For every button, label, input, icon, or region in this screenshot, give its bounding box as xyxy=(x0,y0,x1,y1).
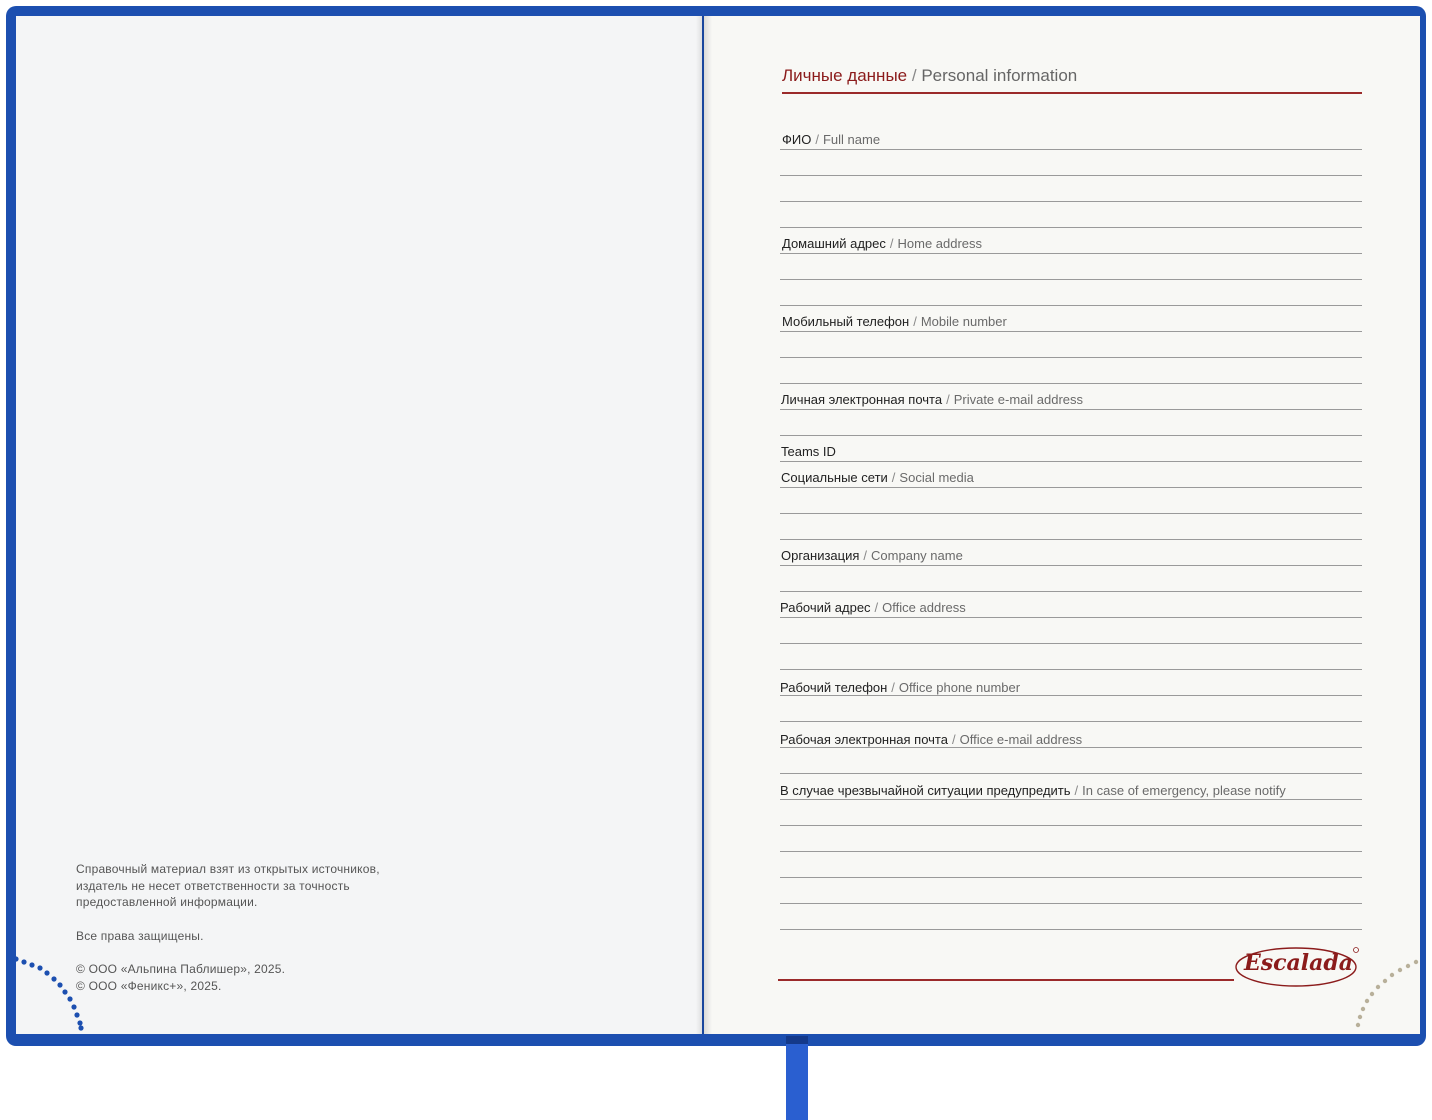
field-label-ru: Организация xyxy=(781,548,860,563)
field-label-ru: Домашний адрес xyxy=(782,236,886,251)
title-separator: / xyxy=(911,66,917,85)
field-label-ru: Социальные сети xyxy=(781,470,888,485)
ruled-line xyxy=(780,149,1362,150)
ruled-line xyxy=(780,201,1362,202)
ruled-line xyxy=(780,435,1362,436)
field-label-ru: Рабочая электронная почта xyxy=(780,732,948,747)
ruled-line xyxy=(780,461,1362,462)
title-underline xyxy=(782,92,1362,94)
field-separator: / xyxy=(863,548,868,563)
ruled-line xyxy=(780,357,1362,358)
ruled-line xyxy=(780,253,1362,254)
ruled-line xyxy=(780,773,1362,774)
field-teams-id xyxy=(781,444,836,459)
ruled-line xyxy=(780,227,1362,228)
copyright-line: © ООО «Феникс+», 2025. xyxy=(76,978,222,993)
field-full-name xyxy=(782,132,880,147)
field-office-phone xyxy=(780,680,1020,695)
ruled-line xyxy=(780,513,1362,514)
ruled-line xyxy=(780,539,1362,540)
field-label-en: In case of emergency, please notify xyxy=(1082,783,1286,798)
field-label-en: Mobile number xyxy=(920,314,1007,329)
copyright-line: © ООО «Альпина Паблишер», 2025. xyxy=(76,962,286,976)
field-separator: / xyxy=(913,314,917,329)
disclaimer-line: издатель не несет ответственности за точность xyxy=(76,878,350,893)
field-separator: / xyxy=(891,470,896,485)
ruled-line xyxy=(780,825,1362,826)
field-label-en: Social media xyxy=(899,470,974,485)
field-label-ru: Мобильный телефон xyxy=(782,314,910,329)
ruled-line xyxy=(780,487,1362,488)
field-home-address xyxy=(782,236,982,251)
title-en: Personal information xyxy=(921,66,1078,85)
field-label-ru: Teams ID xyxy=(781,444,836,459)
title-ru: Личные данные xyxy=(782,66,908,85)
ruled-line xyxy=(780,669,1362,670)
disclaimer-line: Справочный материал взят из открытых источников, xyxy=(76,862,380,876)
ruled-line xyxy=(780,565,1362,566)
field-office-email xyxy=(780,732,1082,747)
ruled-line xyxy=(780,721,1362,722)
field-separator: / xyxy=(1074,783,1079,798)
rights-notice: Все права защищены. xyxy=(76,928,204,943)
field-label-en: Company name xyxy=(871,548,963,563)
field-label-ru: Личная электронная почта xyxy=(781,392,943,407)
ruled-line xyxy=(780,643,1362,644)
ruled-line xyxy=(780,331,1362,332)
ruled-line xyxy=(780,747,1362,748)
field-separator: / xyxy=(815,132,819,147)
ruled-line xyxy=(780,695,1362,696)
ruled-line xyxy=(780,929,1362,930)
ruled-line xyxy=(780,279,1362,280)
ruled-line xyxy=(780,799,1362,800)
field-label-en: Office phone number xyxy=(898,680,1021,695)
ruled-line xyxy=(780,409,1362,410)
field-label-en: Private e-mail address xyxy=(953,392,1084,407)
field-separator: / xyxy=(874,600,879,615)
field-company-name xyxy=(781,548,963,563)
publisher-note xyxy=(76,861,380,994)
field-label-ru: В случае чрезвычайной ситуации предупредить xyxy=(780,783,1071,798)
brand-logo: Escalada xyxy=(1244,950,1354,976)
field-label-ru: ФИО xyxy=(782,132,812,147)
field-mobile-number xyxy=(782,314,1007,329)
disclaimer-line: предоставленной информации. xyxy=(76,895,258,909)
field-label-ru: Рабочий адрес xyxy=(780,600,871,615)
field-separator: / xyxy=(951,732,956,747)
field-label-en: Full name xyxy=(822,132,881,147)
ruled-line xyxy=(780,175,1362,176)
field-separator: / xyxy=(946,392,950,407)
footer-line xyxy=(778,979,1234,981)
field-separator: / xyxy=(889,236,894,251)
field-office-address xyxy=(780,600,966,615)
ruled-line xyxy=(780,591,1362,592)
field-label-en: Home address xyxy=(897,236,983,251)
field-separator: / xyxy=(891,680,895,695)
ruled-line xyxy=(780,877,1362,878)
ruled-line xyxy=(780,383,1362,384)
ruled-line xyxy=(780,903,1362,904)
field-label-ru: Рабочий телефон xyxy=(780,680,888,695)
field-emergency-contact xyxy=(780,783,1286,798)
field-private-email xyxy=(781,392,1083,407)
field-label-en: Office e-mail address xyxy=(959,732,1083,747)
ruled-line xyxy=(780,305,1362,306)
ruled-line xyxy=(780,851,1362,852)
ruled-line xyxy=(780,617,1362,618)
field-label-en: Office address xyxy=(882,600,966,615)
field-social-media xyxy=(781,470,974,485)
